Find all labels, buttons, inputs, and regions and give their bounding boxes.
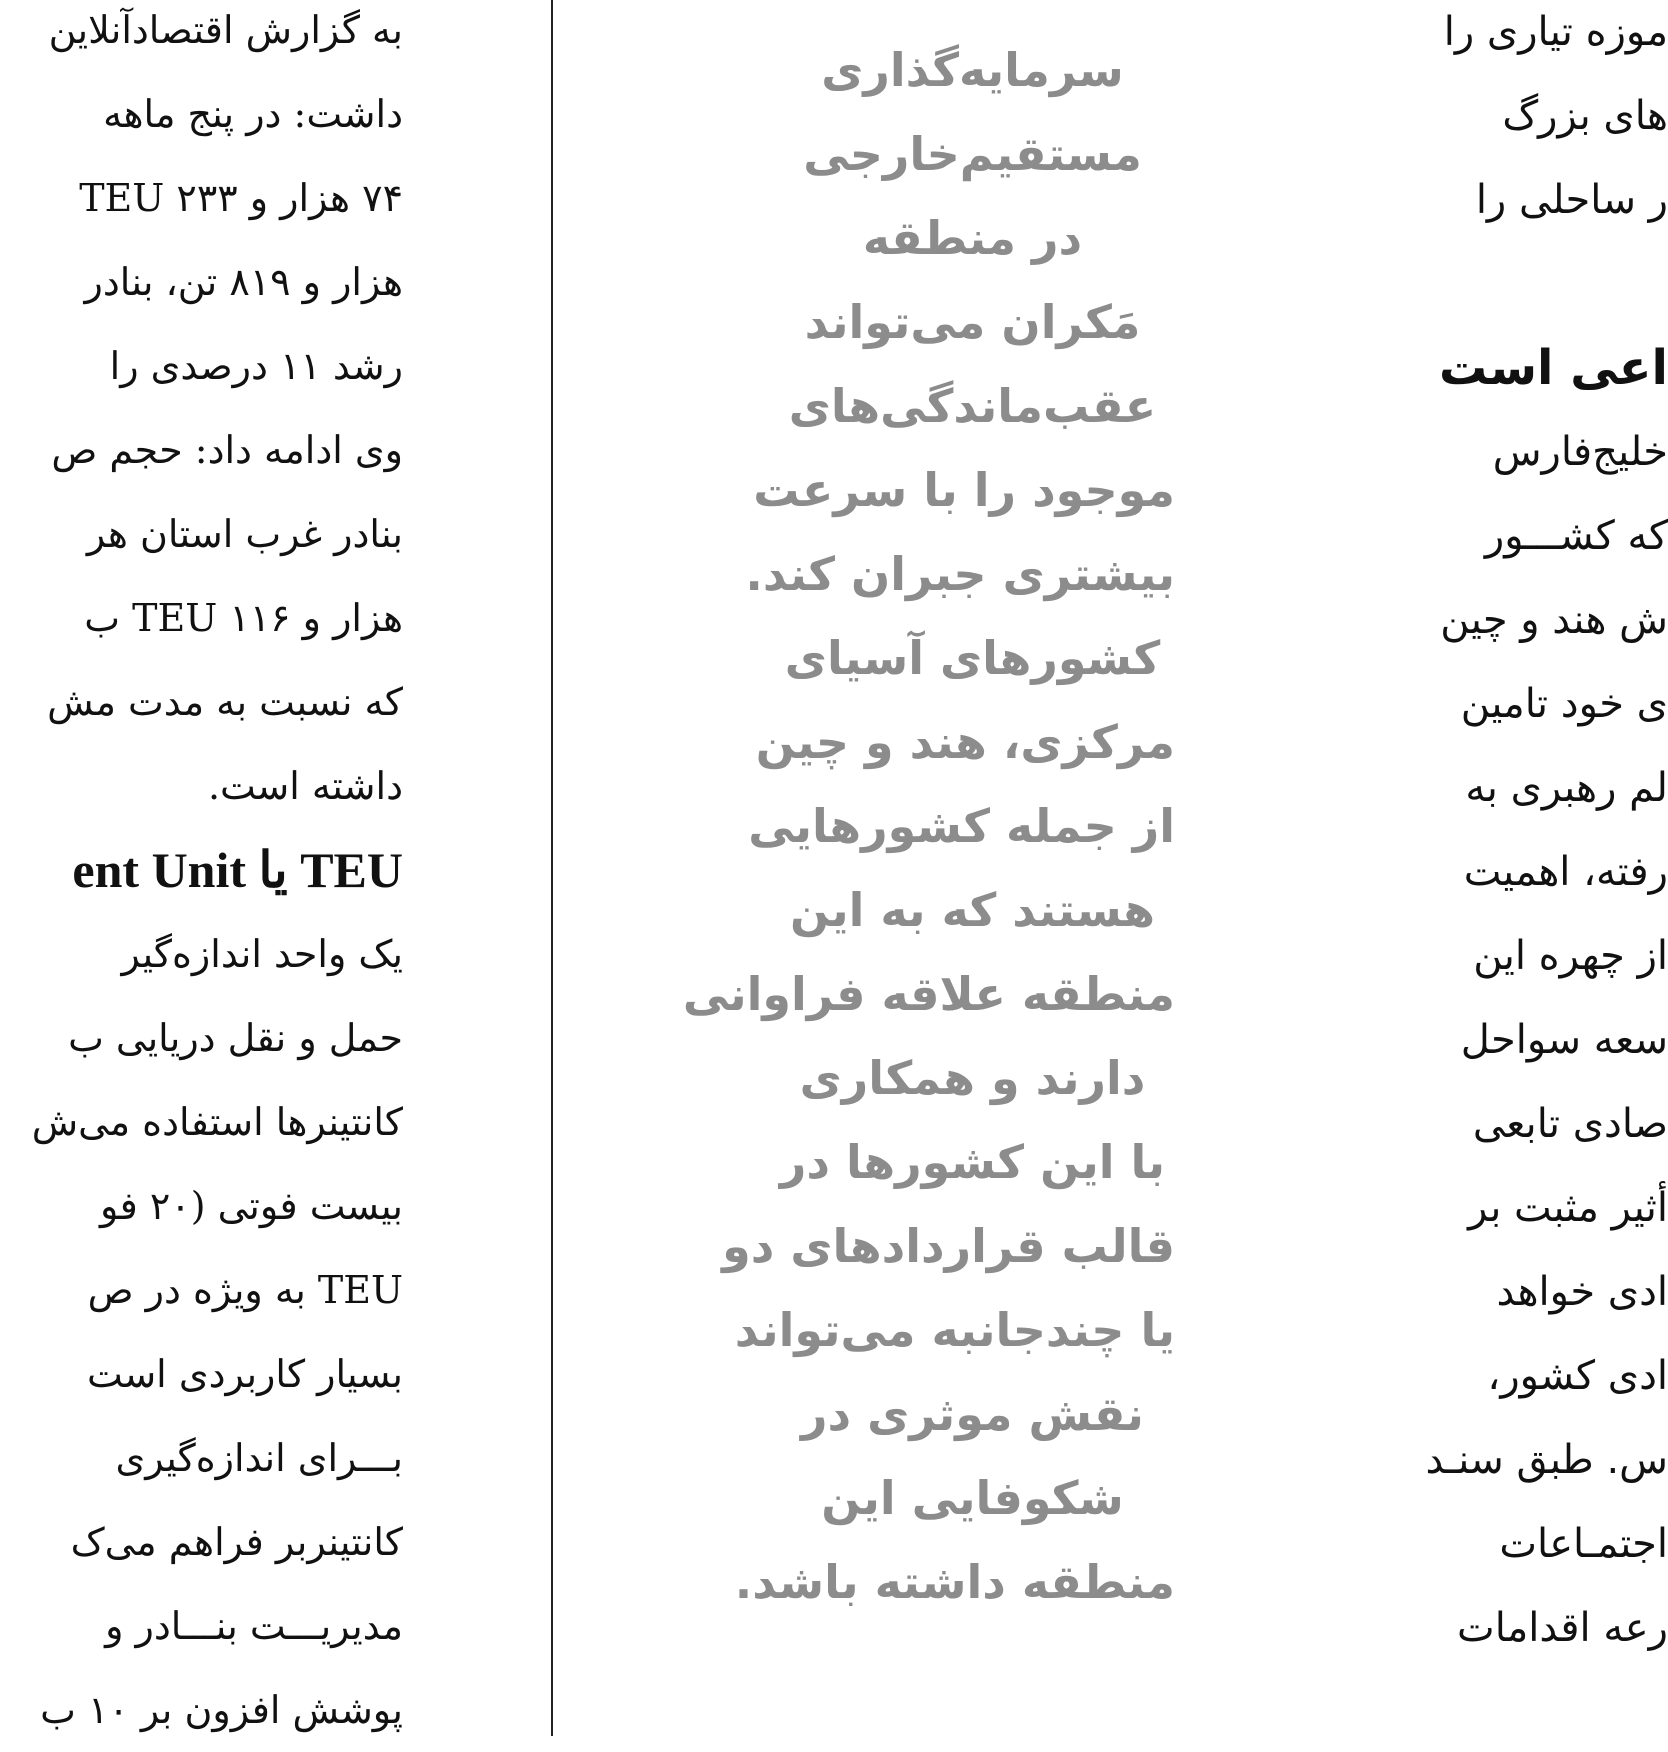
pull-quote-line: بیشتری جبران کند.: [745, 547, 1175, 601]
section-subheading: اعی است: [1439, 340, 1668, 396]
pull-quote-line: قالب قراردادهای دو: [722, 1219, 1175, 1273]
text-line: ادی کشور،: [1487, 1353, 1668, 1399]
text-line: بیست فوتی (۲۰ فو: [100, 1184, 403, 1228]
pull-quote-line: دارند و همکاری: [799, 1051, 1146, 1105]
pull-quote-line: مستقیم‌خارجی: [803, 127, 1142, 181]
pull-quote-line: در منطقه: [862, 211, 1083, 265]
text-line: مدیریـــت بنـــادر و: [105, 1604, 403, 1648]
pull-quote-line: شکوفایی این: [821, 1471, 1124, 1525]
text-line: أثیر مثبت بر: [1468, 1185, 1668, 1231]
text-line: که کشـــور: [1484, 513, 1668, 559]
text-line: هزار و ۱۱۶ TEU ب: [84, 596, 403, 640]
text-line: لم رهبری به: [1465, 765, 1668, 811]
text-line: س. طبق سنـد: [1425, 1437, 1668, 1483]
right-article-column: [1268, 0, 1668, 1670]
text-line: موزه تیاری را: [1443, 9, 1668, 55]
text-line: کانتینربر فراهم می‌ک: [70, 1520, 403, 1564]
text-line: بسیار کاربردی است: [87, 1352, 403, 1396]
teu-definition-heading: TEU یا ent Unit: [72, 842, 403, 898]
text-line: کانتینرها استفاده می‌ش: [31, 1100, 403, 1144]
pull-quote-line: عقب‌ماندگی‌های: [788, 379, 1157, 433]
text-line: صادی تابعی: [1472, 1101, 1668, 1147]
text-line: حمل و نقل دریایی ب: [68, 1016, 403, 1060]
text-line: که نسبت به مدت مش: [47, 680, 403, 724]
text-line: TEU به ویژه در ص: [87, 1268, 403, 1312]
pull-quote-line: هستند که به این: [789, 883, 1156, 937]
text-line: داشته است.: [207, 764, 403, 808]
text-line: وی ادامه داد: حجم ص: [51, 428, 403, 472]
pull-quote-line: مرکزی، هند و چین: [755, 715, 1175, 769]
text-line: بنادر غرب استان هر: [86, 512, 403, 556]
text-line: خلیج‌فارس: [1492, 429, 1668, 475]
text-line: ر ساحلی را: [1475, 177, 1668, 223]
pull-quote: [682, 28, 1175, 1624]
text-line: پوشش افزون بر ۱۰ ب: [40, 1688, 403, 1732]
text-line: سعه سواحل: [1460, 1017, 1668, 1063]
pull-quote-line: از جمله کشورهایی: [748, 799, 1175, 853]
text-line: داشت: در پنج ماهه: [103, 92, 403, 136]
column-divider: [551, 0, 553, 1736]
pull-quote-line: سرمایه‌گذاری: [821, 43, 1124, 97]
text-line: ادی خواهد: [1496, 1269, 1668, 1315]
pull-quote-line: مَکران می‌تواند: [804, 295, 1141, 349]
text-line: ی خود تامین: [1460, 681, 1668, 727]
pull-quote-line: کشورهای آسیای: [784, 631, 1161, 685]
text-line: ش هند و چین: [1440, 597, 1668, 643]
text-line: رشد ۱۱ درصدی را: [109, 344, 403, 388]
text-line: از چهره این: [1473, 933, 1668, 979]
text-line: اجتمـاعات: [1499, 1521, 1668, 1567]
pull-quote-line: موجود را با سرعت: [753, 463, 1175, 517]
pull-quote-line: یا چندجانبه می‌تواند: [734, 1303, 1175, 1357]
left-article-column: [0, 0, 403, 1752]
text-line: بـــرای اندازه‌گیری: [115, 1436, 403, 1480]
pull-quote-line: نقش موثری در: [801, 1387, 1144, 1441]
pull-quote-line: با این کشورها در: [779, 1135, 1166, 1189]
spacer: [1268, 242, 1668, 326]
text-line: یک واحد اندازه‌گیر: [121, 932, 403, 976]
pull-quote-line: منطقه علاقه فراوانی: [682, 967, 1175, 1021]
text-line: به گزارش اقتصادآنلاین: [48, 8, 403, 52]
pull-quote-line: منطقه داشته باشد.: [734, 1555, 1175, 1609]
text-line: رعه اقدامات: [1457, 1605, 1668, 1651]
text-line: رفته، اهمیت: [1463, 849, 1668, 895]
text-line: ۷۴ هزار و ۲۳۳ TEU: [79, 176, 403, 220]
text-line: های بزرگ: [1502, 93, 1668, 139]
text-line: هزار و ۸۱۹ تن، بنادر: [84, 260, 403, 304]
